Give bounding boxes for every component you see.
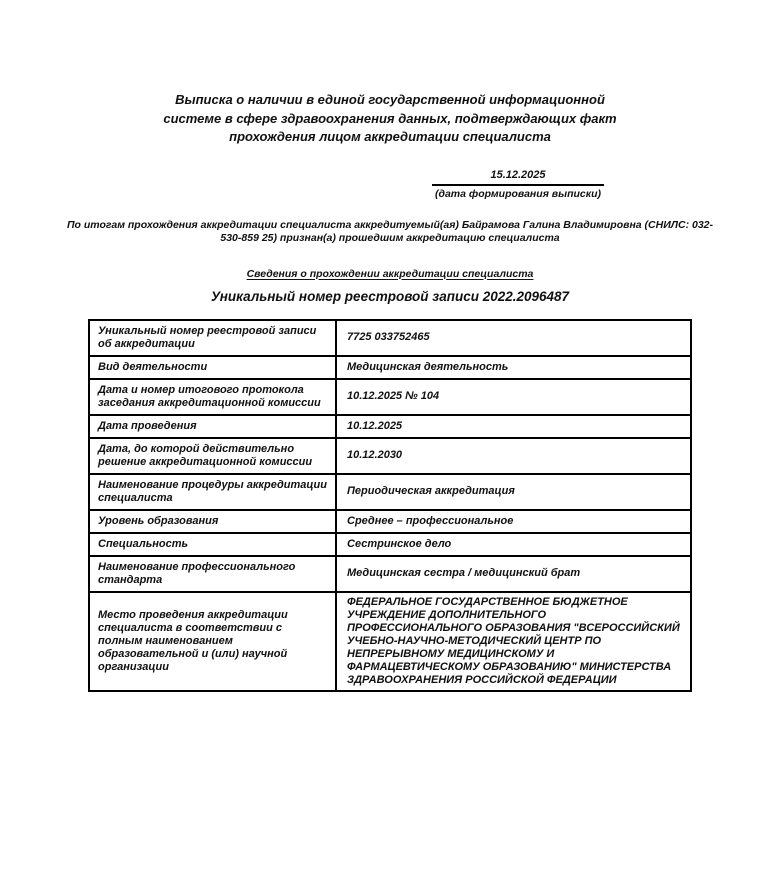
row-value-procedure-name: Периодическая аккредитация (336, 474, 691, 510)
table-row (89, 320, 691, 356)
row-label-activity-type: Вид деятельности (89, 356, 336, 379)
accreditation-details-table (88, 319, 692, 692)
table-row (89, 533, 691, 556)
row-label-protocol: Дата и номер итогового протокола заседания аккредитационной комиссии (89, 379, 336, 415)
row-value-education-level: Среднее – профессиональное (336, 510, 691, 533)
table-row (89, 592, 691, 691)
document-title-line-2: системе в сфере здравоохранения данных, подтверждающих факт (163, 110, 617, 126)
row-label-registry-number: Уникальный номер реестровой записи об аккредитации (89, 320, 336, 356)
registry-number-heading: Уникальный номер реестровой записи 2022.2096487 (210, 288, 570, 304)
extract-date-caption: (дата формирования выписки) (434, 187, 602, 200)
document-title-line-3: прохождения лицом аккредитации специалиста (229, 129, 551, 144)
row-value-professional-standard: Медицинская сестра / медицинский брат (336, 556, 691, 592)
table-row (89, 415, 691, 438)
document-title (100, 0, 680, 147)
table-row (89, 474, 691, 510)
row-value-valid-until: 10.12.2030 (336, 438, 691, 474)
table-row (89, 510, 691, 533)
row-value-protocol: 10.12.2025 № 104 (336, 379, 691, 415)
row-label-procedure-name: Наименование процедуры аккредитации специалиста (89, 474, 336, 510)
table-row (89, 438, 691, 474)
row-label-date-held: Дата проведения (89, 415, 336, 438)
section-title (0, 268, 780, 280)
row-value-specialty: Сестринское дело (336, 533, 691, 556)
row-label-specialty: Специальность (89, 533, 336, 556)
table-row (89, 356, 691, 379)
row-label-accreditation-place: Место проведения аккредитации специалиста в соответствии с полным наименованием образовательной и (или) научной организации (89, 592, 336, 691)
document-title-line-1: Выписка о наличии в единой государственной информационной (175, 92, 605, 107)
row-label-professional-standard: Наименование профессионального стандарта (89, 556, 336, 592)
table-row (89, 379, 691, 415)
row-label-valid-until: Дата, до которой действительно решение аккредитационной комиссии (89, 438, 336, 474)
row-value-activity-type: Медицинская деятельность (336, 356, 691, 379)
row-value-accreditation-place: ФЕДЕРАЛЬНОЕ ГОСУДАРСТВЕННОЕ БЮДЖЕТНОЕ УЧРЕЖДЕНИЕ ДОПОЛНИТЕЛЬНОГО ПРОФЕССИОНАЛЬНОГО ОБРАЗОВАНИЯ "ВСЕРОССИЙСКИЙ УЧЕБНО-НАУЧНО-МЕТОДИЧЕСКИЙ ЦЕНТР ПО НЕПРЕРЫВНОМУ МЕДИЦИНСКОМУ И ФАРМАЦЕВТИЧЕСКОМУ ОБРАЗОВАНИЮ" МИНИСТЕРСТВА ЗДРАВООХРАНЕНИЯ РОССИЙСКОЙ ФЕДЕРАЦИИ (336, 592, 691, 691)
row-label-education-level: Уровень образования (89, 510, 336, 533)
extract-date-block (432, 169, 604, 200)
accreditation-summary-paragraph: По итогам прохождения аккредитации специалиста аккредитуемый(ая) Байрамова Галина Владимировна (СНИЛС: 032-530-859 25) признан(а) прошедшим аккредитацию специалиста (66, 218, 713, 244)
row-value-date-held: 10.12.2025 (336, 415, 691, 438)
section-title-text: Сведения о прохождении аккредитации специалиста (246, 267, 534, 280)
row-value-registry-number: 7725 033752465 (336, 320, 691, 356)
extract-date-value: 15.12.2025 (432, 169, 604, 186)
table-row (89, 556, 691, 592)
